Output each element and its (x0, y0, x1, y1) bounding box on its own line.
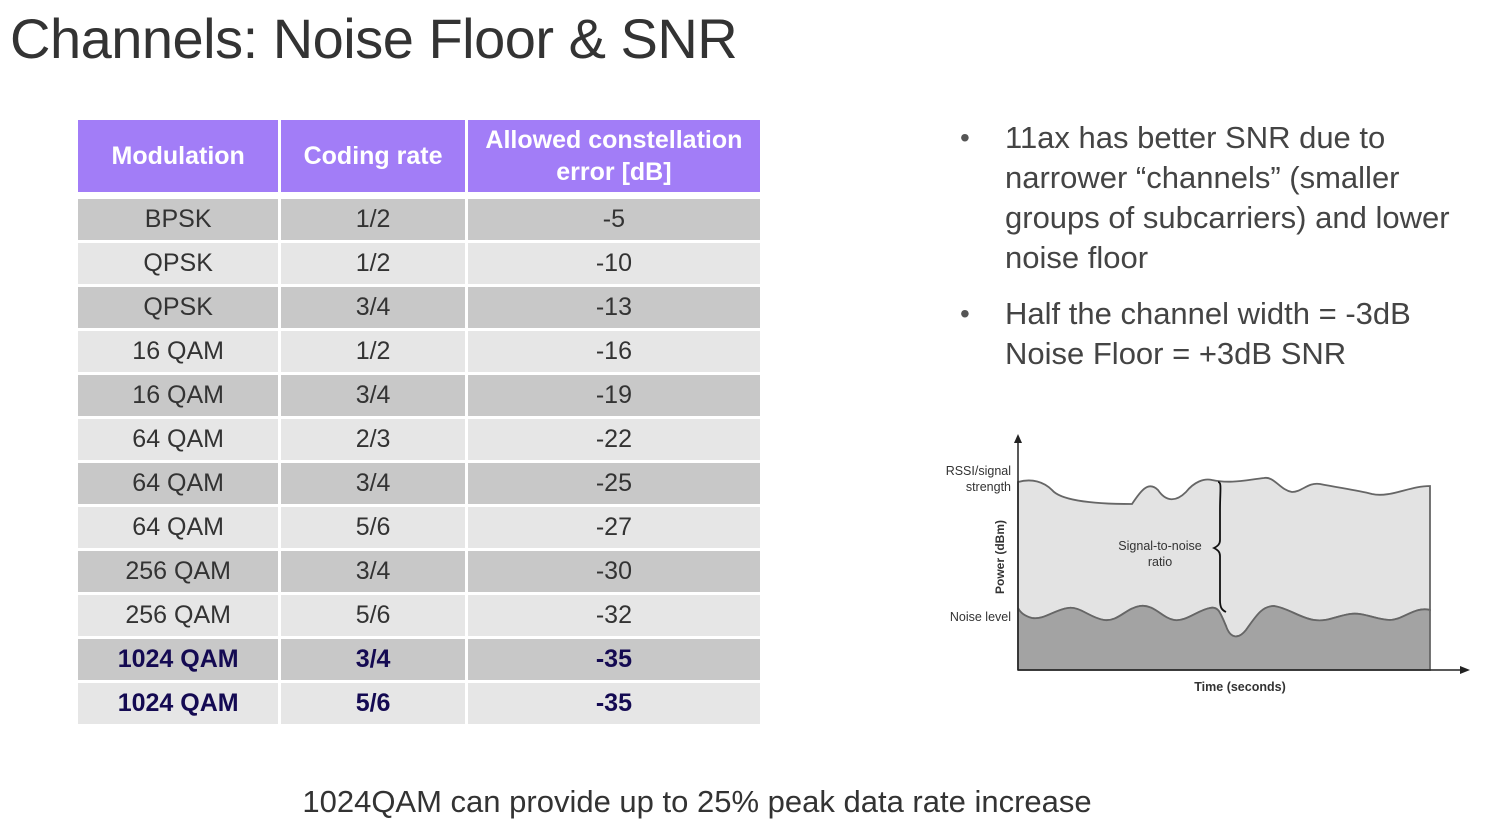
cell-modulation: 64 QAM (78, 419, 281, 463)
x-axis-arrow-icon (1460, 666, 1470, 674)
cell-modulation: 64 QAM (78, 463, 281, 507)
table-row (78, 287, 760, 331)
y-axis-arrow-icon (1014, 434, 1022, 443)
cell-constellation-error: -16 (468, 331, 760, 375)
header-constellation-error: Allowed constellation error [dB] (468, 120, 760, 199)
cell-constellation-error: -27 (468, 507, 760, 551)
table-row (78, 639, 760, 683)
bullet-item (960, 118, 1460, 278)
cell-modulation: 16 QAM (78, 375, 281, 419)
table-row (78, 331, 760, 375)
y-axis-label: Power (dBm) (993, 519, 1007, 595)
cell-coding-rate: 5/6 (281, 595, 468, 639)
cell-modulation: BPSK (78, 199, 281, 243)
bullet-list (960, 118, 1460, 390)
cell-modulation: 1024 QAM (78, 639, 281, 683)
x-axis-label: Time (seconds) (1194, 680, 1286, 694)
cell-coding-rate: 3/4 (281, 639, 468, 683)
header-coding-rate: Coding rate (281, 120, 468, 199)
signal-strength-label: RSSI/signal (945, 464, 1011, 478)
cell-coding-rate: 5/6 (281, 683, 468, 727)
cell-coding-rate: 3/4 (281, 375, 468, 419)
table-header-row (78, 120, 760, 199)
cell-constellation-error: -19 (468, 375, 760, 419)
cell-constellation-error: -13 (468, 287, 760, 331)
cell-constellation-error: -30 (468, 551, 760, 595)
bullet-text: 11ax has better SNR due to narrower “channels” (smaller groups of subcarriers) and lower noise floor (1005, 120, 1450, 275)
bullet-item (960, 294, 1460, 374)
cell-coding-rate: 3/4 (281, 551, 468, 595)
header-modulation: Modulation (78, 120, 281, 199)
cell-modulation: 1024 QAM (78, 683, 281, 727)
table-row (78, 683, 760, 727)
table-row (78, 199, 760, 243)
cell-coding-rate: 5/6 (281, 507, 468, 551)
table-row (78, 595, 760, 639)
table-row (78, 551, 760, 595)
modulation-table (78, 120, 760, 727)
signal-strength-label-2: strength (965, 480, 1011, 494)
footer-note: 1024QAM can provide up to 25% peak data rate increase (302, 784, 1092, 819)
snr-diagram (940, 430, 1480, 700)
cell-modulation: 16 QAM (78, 331, 281, 375)
table-row (78, 419, 760, 463)
snr-label: Signal-to-noise (1118, 539, 1202, 553)
bullet-dot-icon: • (960, 298, 970, 329)
cell-constellation-error: -35 (468, 639, 760, 683)
table-row (78, 375, 760, 419)
cell-constellation-error: -35 (468, 683, 760, 727)
cell-constellation-error: -32 (468, 595, 760, 639)
cell-constellation-error: -5 (468, 199, 760, 243)
cell-coding-rate: 3/4 (281, 287, 468, 331)
cell-constellation-error: -25 (468, 463, 760, 507)
cell-coding-rate: 1/2 (281, 243, 468, 287)
table-row (78, 243, 760, 287)
cell-modulation: QPSK (78, 243, 281, 287)
cell-coding-rate: 2/3 (281, 419, 468, 463)
bullet-text: Half the channel width = -3dB Noise Floor = +3dB SNR (1005, 296, 1411, 371)
table-body (78, 199, 760, 727)
slide-title: Channels: Noise Floor & SNR (10, 7, 738, 70)
cell-constellation-error: -22 (468, 419, 760, 463)
noise-level-label: Noise level (949, 610, 1011, 624)
cell-coding-rate: 3/4 (281, 463, 468, 507)
table-row (78, 463, 760, 507)
bullet-dot-icon: • (960, 122, 970, 153)
cell-coding-rate: 1/2 (281, 331, 468, 375)
cell-coding-rate: 1/2 (281, 199, 468, 243)
cell-modulation: 64 QAM (78, 507, 281, 551)
snr-label-2: ratio (1147, 555, 1173, 569)
cell-modulation: 256 QAM (78, 595, 281, 639)
cell-modulation: 256 QAM (78, 551, 281, 595)
cell-modulation: QPSK (78, 287, 281, 331)
cell-constellation-error: -10 (468, 243, 760, 287)
table-row (78, 507, 760, 551)
